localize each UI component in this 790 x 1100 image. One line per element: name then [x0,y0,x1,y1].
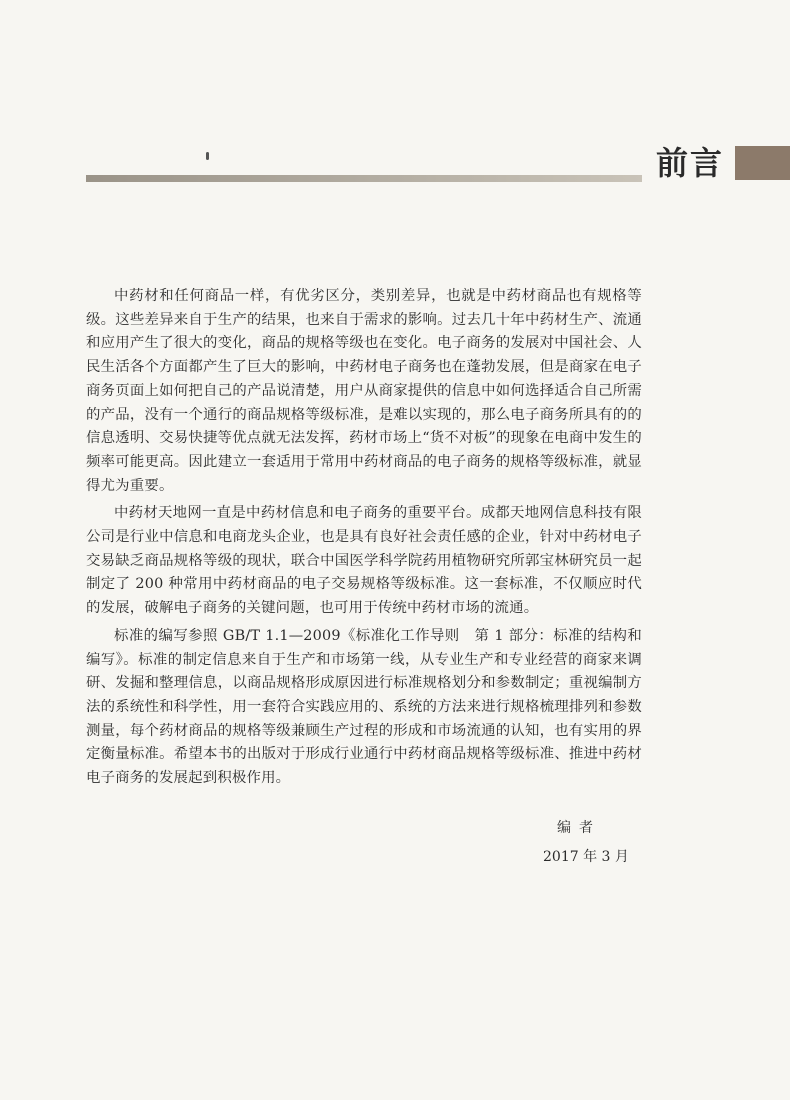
paragraph-3: 标准的编写参照 GB/T 1.1—2009《标准化工作导则 第 1 部分：标准的结构和编写》。标准的制定信息来自于生产和市场第一线，从专业生产和专业经营的商家来调研、发掘和整理信息，以商品规格形成原因进行标准规格划分和参数制定；重视编制方法的系统性和科学性，用一套符合实践应用的、系统的方法来进行规格梳理排列和参数测量，每个药材商品的规格等级兼顾生产过程的形成和市场流通的认知，也有实用的界定衡量标准。希望本书的出版对于形成行业通行中药材商品规格等级标准、推进中药材电子商务的发展起到积极作用。 [86,627,642,787]
chapter-tab-block [735,146,790,180]
signature-date: 2017 年 3 月 [543,849,629,865]
preface-body [86,285,642,795]
scan-speck [206,152,209,160]
page-title: 前言 [656,144,725,182]
paragraph-2: 中药材天地网一直是中药材信息和电子商务的重要平台。成都天地网信息科技有限公司是行业中信息和电商龙头企业，也是具有良好社会责任感的企业，针对中药材电子交易缺乏商品规格等级的现状，联合中国医学科学院药用植物研究所郭宝林研究员一起制定了 200 种常用中药材商品的电子交易规格等级标准。这一套标准，不仅顺应时代的发展，破解电子商务的关键问题，也可用于传统中药材市场的流通。 [86,505,642,617]
paragraph-1: 中药材和任何商品一样，有优劣区分，类别差异，也就是中药材商品也有规格等级。这些差异来自于生产的结果，也来自于需求的影响。过去几十年中药材生产、流通和应用产生了很大的变化，商品的规格等级也在变化。电子商务的发展对中国社会、人民生活各个方面都产生了巨大的影响，中药材电子商务也在蓬勃发展，但是商家在电子商务页面上如何把自己的产品说清楚，用户从商家提供的信息中如何选择适合自己所需的产品，没有一个通行的商品规格等级标准，是难以实现的，那么电子商务所具有的的信息透明、交易快捷等优点就无法发挥，药材市场上“货不对板”的现象在电商中发生的频率可能更高。因此建立一套适用于常用中药材商品的电子商务的规格等级标准，就显得尤为重要。 [86,288,642,494]
header-rule [86,175,642,182]
author-signature: 编者 [557,820,601,836]
